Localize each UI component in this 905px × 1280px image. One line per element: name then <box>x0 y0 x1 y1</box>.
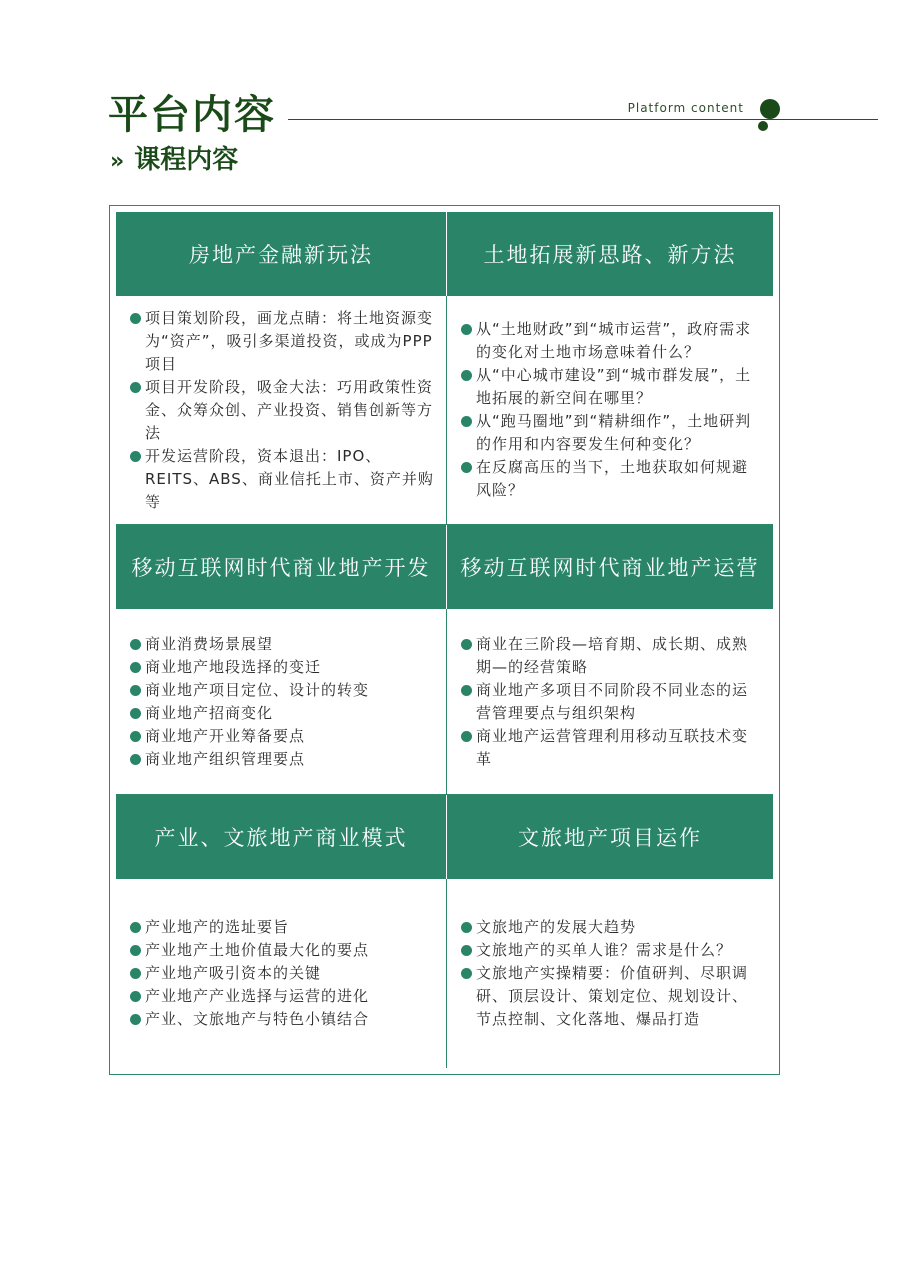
list-item: 文旅地产的买单人谁？需求是什么？ <box>461 939 763 962</box>
section-body-commercial-dev <box>116 609 447 795</box>
list-item: 产业地产的选址要旨 <box>130 916 436 939</box>
list-item: 商业消费场景展望 <box>130 633 436 656</box>
section-body-land <box>447 296 773 525</box>
section-body-commercial-ops <box>447 609 773 795</box>
list-item: 商业地产组织管理要点 <box>130 748 436 771</box>
section-subtitle <box>110 143 238 179</box>
double-chevron-icon: » <box>110 149 125 174</box>
bullet-list <box>130 633 436 771</box>
course-grid <box>116 212 773 1068</box>
list-item: 从“中心城市建设”到“城市群发展”，土地拓展的新空间在哪里？ <box>461 364 763 410</box>
section-header-land: 土地拓展新思路、新方法 <box>447 212 773 296</box>
list-item: 商业地产项目定位、设计的转变 <box>130 679 436 702</box>
bullet-list <box>461 318 763 502</box>
list-item: 在反腐高压的当下，土地获取如何规避风险？ <box>461 456 763 502</box>
list-item: 商业地产开业筹备要点 <box>130 725 436 748</box>
list-item: 产业地产土地价值最大化的要点 <box>130 939 436 962</box>
section-body-tourism <box>447 879 773 1068</box>
bullet-list <box>461 633 763 771</box>
list-item: 产业地产吸引资本的关键 <box>130 962 436 985</box>
list-item: 开发运营阶段，资本退出：IPO、REITS、ABS、商业信托上市、资产并购等 <box>130 445 436 514</box>
header-divider <box>288 119 878 120</box>
list-item: 商业地产运营管理利用移动互联技术变革 <box>461 725 763 771</box>
section-body-finance <box>116 296 447 525</box>
page-title: 平台内容 <box>108 92 276 138</box>
platform-caption: Platform content <box>624 101 748 115</box>
section-header-finance: 房地产金融新玩法 <box>116 212 447 296</box>
bullet-list <box>461 916 763 1031</box>
section-header-commercial-ops: 移动互联网时代商业地产运营 <box>447 525 773 609</box>
list-item: 文旅地产实操精要：价值研判、尽职调研、顶层设计、策划定位、规划设计、节点控制、文化落地、爆品打造 <box>461 962 763 1031</box>
list-item: 产业、文旅地产与特色小镇结合 <box>130 1008 436 1031</box>
leaf-logo-icon <box>758 98 780 134</box>
list-item: 从“跑马圈地”到“精耕细作”，土地研判的作用和内容要发生何种变化？ <box>461 410 763 456</box>
section-header-commercial-dev: 移动互联网时代商业地产开发 <box>116 525 447 609</box>
list-item: 商业在三阶段—培育期、成长期、成熟期—的经营策略 <box>461 633 763 679</box>
list-item: 从“土地财政”到“城市运营”，政府需求的变化对土地市场意味着什么？ <box>461 318 763 364</box>
bullet-list <box>130 916 436 1031</box>
page-header <box>108 92 788 142</box>
list-item: 产业地产产业选择与运营的进化 <box>130 985 436 1008</box>
list-item: 项目策划阶段，画龙点睛：将土地资源变为“资产”，吸引多渠道投资，或成为PPP项目 <box>130 307 436 376</box>
list-item: 文旅地产的发展大趋势 <box>461 916 763 939</box>
list-item: 商业地产多项目不同阶段不同业态的运营管理要点与组织架构 <box>461 679 763 725</box>
subtitle-text: 课程内容 <box>134 145 239 175</box>
section-header-industrial: 产业、文旅地产商业模式 <box>116 795 447 879</box>
list-item: 商业地产地段选择的变迁 <box>130 656 436 679</box>
list-item: 项目开发阶段，吸金大法：巧用政策性资金、众筹众创、产业投资、销售创新等方法 <box>130 376 436 445</box>
bullet-list <box>130 307 436 514</box>
section-body-industrial <box>116 879 447 1068</box>
list-item: 商业地产招商变化 <box>130 702 436 725</box>
section-header-tourism: 文旅地产项目运作 <box>447 795 773 879</box>
